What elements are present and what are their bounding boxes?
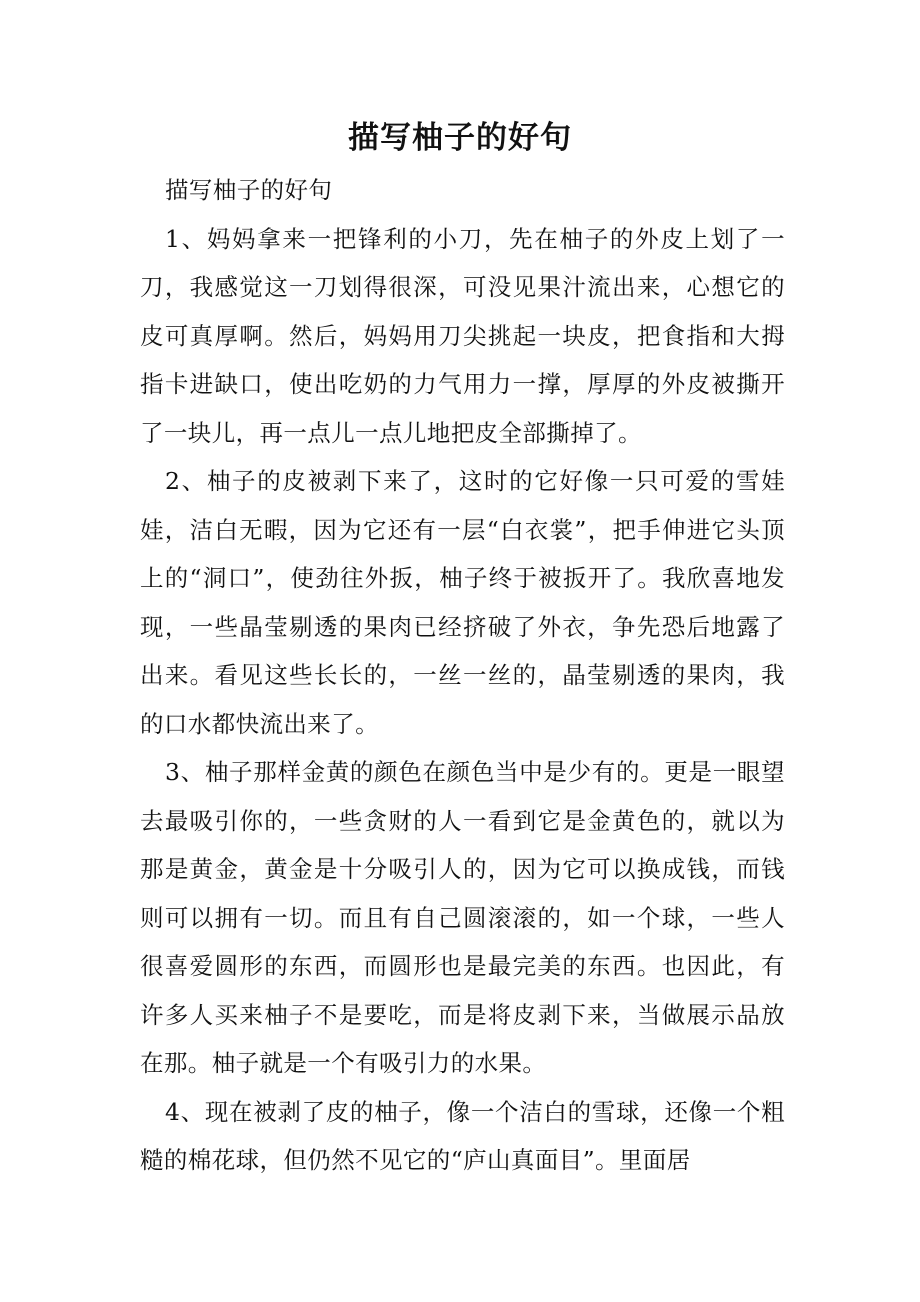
paragraph-2: 2、柚子的皮被剥下来了，这时的它好像一只可爱的雪娃娃，洁白无暇，因为它还有一层“白衣裳”，把手伸进它头顶上的“洞口”，使劲往外扳，柚子终于被扳开了。我欣喜地发现，一些晶莹剔透的果肉已经挤破了外衣，争先恐后地露了出来。看见这些长长的，一丝一丝的，晶莹剔透的果肉，我的口水都快流出来了。: [140, 467, 785, 738]
document-title: 描写柚子的好句: [348, 120, 572, 156]
paragraph-4: 4、现在被剥了皮的柚子，像一个洁白的雪球，还像一个粗糙的棉花球，但仍然不见它的“庐山真面目”。里面居: [140, 1097, 785, 1174]
paragraph-3: 3、柚子那样金黄的颜色在颜色当中是少有的。更是一眼望去最吸引你的，一些贪财的人一看到它是金黄色的，就以为那是黄金，黄金是十分吸引人的，因为它可以换成钱，而钱则可以拥有一切。而且有自己圆滚滚的，如一个球，一些人很喜爱圆形的东西，而圆形也是最完美的东西。也因此，有许多人买来柚子不是要吃，而是将皮剥下来，当做展示品放在那。柚子就是一个有吸引力的水果。: [140, 758, 785, 1077]
subtitle-paragraph: 描写柚子的好句: [165, 176, 333, 204]
paragraph-1: 1、妈妈拿来一把锋利的小刀，先在柚子的外皮上划了一刀，我感觉这一刀划得很深，可没见果汁流出来，心想它的皮可真厚啊。然后，妈妈用刀尖挑起一块皮，把食指和大拇指卡进缺口，使出吃奶的力气用力一撑，厚厚的外皮被撕开了一块儿，再一点儿一点儿地把皮全部撕掉了。: [140, 224, 785, 447]
document-body: [140, 166, 785, 1185]
